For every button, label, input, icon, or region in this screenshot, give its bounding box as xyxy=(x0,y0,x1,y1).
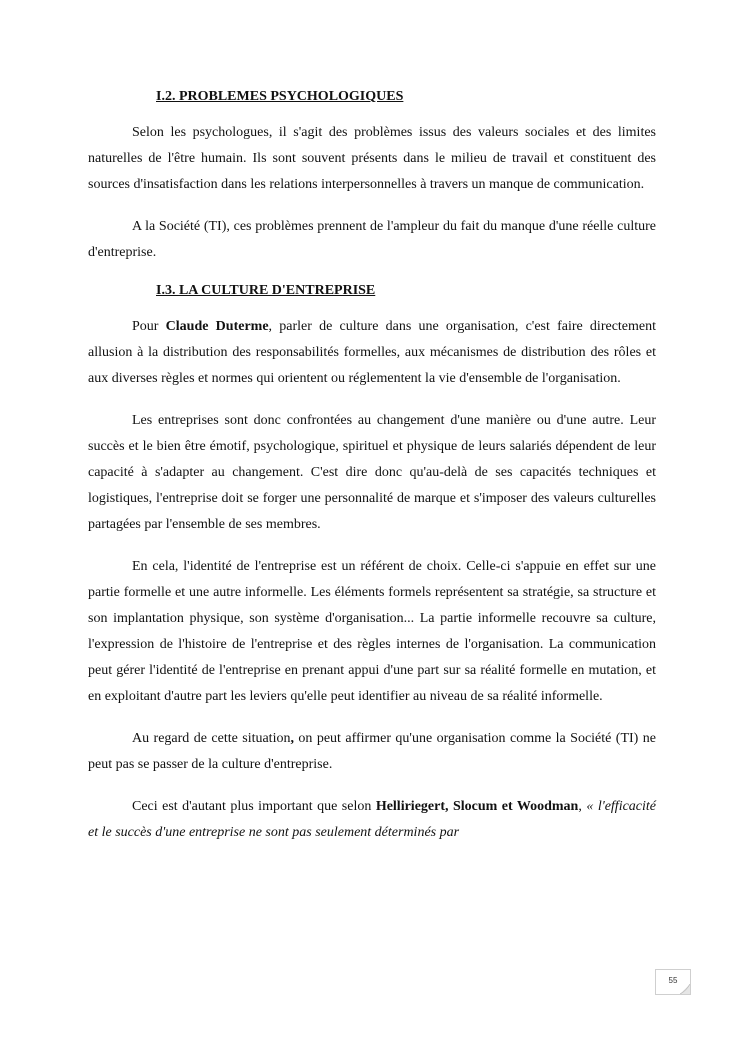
section-heading-corporate-culture: I.3. LA CULTURE D'ENTREPRISE xyxy=(156,283,376,298)
paragraph-situation xyxy=(88,726,656,778)
paragraph-duterme-pre: Pour xyxy=(132,319,166,334)
paragraph-psychologists: Selon les psychologues, il s'agit des problèmes issus des valeurs sociales et des limites naturelles de l'être humain. Ils sont souvent présents dans le milieu de travail et constituent des sources d'insatisfaction dans les relations interpersonnelles à travers un manque de communication. xyxy=(88,125,656,192)
page-curl-icon xyxy=(680,984,690,994)
author-claude-duterme: Claude Duterme xyxy=(165,319,269,334)
paragraph-identity: En cela, l'identité de l'entreprise est un référent de choix. Celle-ci s'appuie en effet sur une partie formelle et une autre informelle. Les éléments formels représentent sa stratégie, sa structure et son implantation physique, son système d'organisation... La partie informelle recouvre sa culture, l'expression de l'histoire de l'entreprise et des règles internes de l'organisation. La communication peut gérer l'identité de l'entreprise en prenant appui d'une part sur sa réalité formelle en mutation, et en exploitant d'autre part les leviers qu'elle peut identifier au niveau de sa réalité informelle. xyxy=(88,559,656,704)
paragraph-societe-ti: A la Société (TI), ces problèmes prennent de l'ampleur du fait du manque d'une réelle culture d'entreprise. xyxy=(88,219,656,260)
paragraph-change: Les entreprises sont donc confrontées au changement d'une manière ou d'une autre. Leur succès et le bien être émotif, psychologique, spirituel et physique de leurs salariés dépendent de leur capacité à s'adapter au changement. C'est dire donc qu'au-delà de ses capacités techniques et logistiques, l'entreprise doit se forger une personnalité de marque et s'imposer des valeurs culturelles partagées par l'ensemble de ses membres. xyxy=(88,413,656,532)
paragraph-situation-post: on peut affirmer qu'une organisation comme la Société (TI) ne peut pas se passer de la culture d'entreprise. xyxy=(88,731,656,772)
paragraph-situation-comma: , xyxy=(290,731,294,746)
authors-helliriegert-slocum-woodman: Helliriegert, Slocum et Woodman xyxy=(375,799,579,814)
paragraph-quote-mid: , xyxy=(578,799,587,814)
paragraph-situation-pre: Au regard de cette situation xyxy=(132,731,291,746)
quote-text: « l'efficacité et le succès d'une entreprise ne sont pas seulement déterminés par xyxy=(88,799,657,840)
page-number-box xyxy=(655,969,691,995)
paragraph-duterme-post: , parler de culture dans une organisation, c'est faire directement allusion à la distribution des responsabilités formelles, aux mécanismes de distribution des rôles et aux diverses règles et normes qui orientent ou réglementent la vie d'ensemble de l'organisation. xyxy=(88,319,657,386)
paragraph-quote-pre: Ceci est d'autant plus important que selon xyxy=(132,799,376,814)
section-heading-psychological-problems: I.2. PROBLEMES PSYCHOLOGIQUES xyxy=(156,89,404,104)
page-number: 55 xyxy=(668,976,678,985)
document-body xyxy=(88,84,656,846)
paragraph-quote xyxy=(88,794,656,846)
paragraph-duterme xyxy=(88,314,656,392)
